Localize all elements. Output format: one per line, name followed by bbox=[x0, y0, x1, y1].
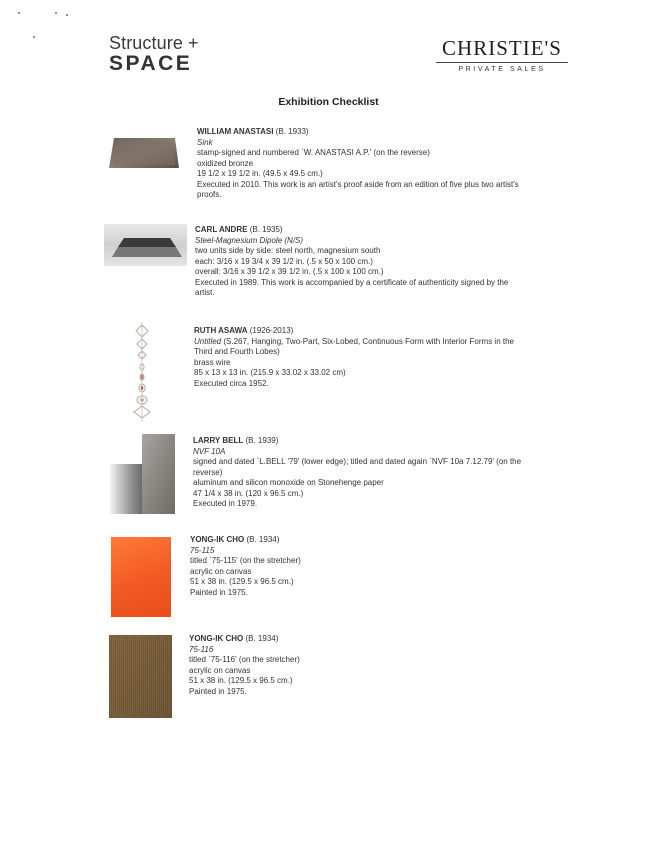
logo-space-text: SPACE bbox=[109, 52, 193, 75]
page-title: Exhibition Checklist bbox=[278, 96, 379, 108]
detail-line: Executed in 1979. bbox=[193, 499, 258, 508]
detail-line: acrylic on canvas bbox=[189, 665, 251, 675]
detail-line: artist. bbox=[195, 288, 215, 297]
logo-private-sales-text: PRIVATE SALES bbox=[458, 66, 546, 73]
artist-dates: (B. 1939) bbox=[245, 436, 279, 445]
detail-line: oxidized bronze bbox=[197, 158, 254, 168]
detail-line: Painted in 1975. bbox=[190, 587, 248, 597]
artwork-title: 75-115 bbox=[190, 545, 215, 555]
artwork-image-75-116 bbox=[109, 635, 172, 718]
scan-speck bbox=[66, 14, 68, 16]
logo-christies-text: CHRISTIE'S bbox=[442, 36, 562, 60]
artist-name: LARRY BELL bbox=[193, 436, 244, 445]
entry-andre bbox=[195, 225, 525, 299]
detail-line: acrylic on canvas bbox=[190, 566, 252, 576]
scan-speck bbox=[55, 12, 57, 14]
artwork-title-suffix: (S.267, Hanging, Two-Part, Six-Lobed, Continuous Form with Interior Forms in the bbox=[221, 336, 514, 346]
artist-name: YONG-IK CHO bbox=[190, 535, 245, 544]
detail-line: Executed in 1989. This work is accompanied by a certificate of authenticity signed by the bbox=[195, 277, 509, 287]
entry-cho-75-116 bbox=[189, 634, 519, 697]
scan-speck bbox=[33, 36, 35, 38]
detail-line: titled `75-115' (on the stretcher) bbox=[190, 556, 301, 565]
artist-name: YONG-IK CHO bbox=[189, 634, 244, 643]
structure-space-logo bbox=[109, 33, 199, 75]
artwork-title: NVF 10A bbox=[193, 446, 226, 456]
artist-dates: (B. 1935) bbox=[249, 225, 283, 234]
entry-asawa bbox=[194, 326, 534, 389]
logo-structure-text: Structure + bbox=[109, 33, 199, 53]
artwork-image-sink bbox=[109, 137, 179, 169]
artwork-image-nvf bbox=[110, 434, 175, 514]
detail-line: 51 x 38 in. (129.5 x 96.5 cm.) bbox=[189, 676, 293, 685]
artwork-title: Untitled bbox=[194, 336, 222, 346]
detail-line: 51 x 38 in. (129.5 x 96.5 cm.) bbox=[190, 577, 294, 586]
detail-line: brass wire bbox=[194, 357, 231, 367]
scan-speck bbox=[18, 12, 20, 14]
detail-line: 19 1/2 x 19 1/2 in. (49.5 x 49.5 cm.) bbox=[197, 169, 323, 178]
detail-line: two units side by side: steel north, magnesium south bbox=[195, 246, 381, 255]
detail-line: aluminum and silicon monoxide on Stonehenge paper bbox=[193, 478, 384, 487]
artist-name: CARL ANDRE bbox=[195, 225, 248, 234]
artist-dates: (B. 1934) bbox=[246, 535, 280, 544]
detail-line: overall: 3/16 x 39 1/2 x 39 1/2 in. (.5 x 100 x 100 cm.) bbox=[195, 267, 384, 276]
artist-name: RUTH ASAWA bbox=[194, 326, 248, 335]
detail-line: 85 x 13 x 13 in. (215.9 x 33.02 x 33.02 cm) bbox=[194, 368, 346, 377]
detail-line: 47 1/4 x 38 in. (120 x 96.5 cm.) bbox=[193, 488, 304, 498]
detail-line: Executed in 2010. This work is an artist's proof aside from an edition of five plus two artist's bbox=[197, 179, 519, 189]
artwork-title: Sink bbox=[197, 137, 213, 147]
artwork-title: Steel-Magnesium Dipole (N/S) bbox=[195, 235, 304, 245]
artwork-image-hanging-wire bbox=[126, 322, 158, 422]
artwork-title: 75-116 bbox=[189, 644, 214, 654]
detail-line: stamp-signed and numbered `W. ANASTASI A.P.' (on the reverse) bbox=[197, 148, 430, 157]
artwork-image-75-115 bbox=[111, 537, 171, 617]
artist-dates: (B. 1934) bbox=[245, 634, 279, 643]
entry-bell bbox=[193, 436, 523, 510]
artwork-title-continued: Third and Fourth Lobes) bbox=[194, 347, 280, 356]
artwork-image-dipole bbox=[104, 224, 187, 266]
detail-line: titled `75-116' (on the stretcher) bbox=[189, 655, 300, 664]
logo-divider bbox=[436, 62, 568, 63]
detail-line: signed and dated `L.BELL '79' (lower edge); titled and dated again `NVF 10a 7.12.79' (on the bbox=[193, 457, 522, 466]
detail-line: Executed circa 1952. bbox=[194, 378, 269, 388]
christies-logo bbox=[432, 37, 572, 74]
detail-line: Painted in 1975. bbox=[189, 686, 247, 696]
detail-line: proofs. bbox=[197, 190, 222, 199]
entry-anastasi bbox=[197, 127, 527, 201]
artist-name: WILLIAM ANASTASI bbox=[197, 127, 274, 136]
artist-dates: (B. 1933) bbox=[275, 127, 309, 136]
entry-cho-75-115 bbox=[190, 535, 520, 598]
artist-dates: (1926-2013) bbox=[249, 326, 294, 335]
detail-line: each: 3/16 x 19 3/4 x 39 1/2 in. (.5 x 50 x 100 cm.) bbox=[195, 256, 373, 266]
detail-line: reverse) bbox=[193, 467, 223, 477]
